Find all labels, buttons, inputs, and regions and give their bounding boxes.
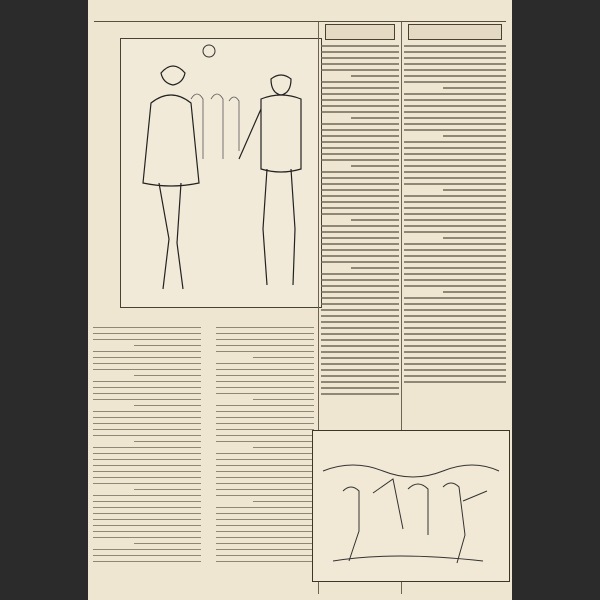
text-line bbox=[443, 135, 506, 137]
text-line bbox=[321, 129, 399, 131]
text-line bbox=[93, 363, 201, 365]
text-line bbox=[404, 177, 506, 179]
text-line bbox=[216, 507, 314, 509]
text-line bbox=[93, 519, 201, 521]
text-line bbox=[93, 429, 201, 431]
article-column bbox=[93, 322, 201, 594]
text-line bbox=[321, 183, 399, 185]
text-line bbox=[93, 447, 201, 449]
text-line bbox=[404, 231, 506, 233]
text-line bbox=[93, 525, 201, 527]
text-line bbox=[404, 351, 506, 353]
text-line bbox=[404, 375, 506, 377]
text-line bbox=[216, 555, 314, 557]
text-line bbox=[321, 99, 399, 101]
text-line bbox=[93, 501, 201, 503]
text-line bbox=[216, 495, 314, 497]
text-line bbox=[404, 45, 506, 47]
text-line bbox=[321, 333, 399, 335]
text-line bbox=[216, 477, 314, 479]
text-line bbox=[351, 219, 399, 221]
text-line bbox=[216, 471, 314, 473]
text-line bbox=[134, 489, 201, 491]
cartoon-illustration bbox=[120, 38, 322, 308]
text-line bbox=[443, 237, 506, 239]
text-line bbox=[134, 441, 201, 443]
text-line bbox=[321, 339, 399, 341]
text-line bbox=[321, 135, 399, 137]
text-line bbox=[443, 291, 506, 293]
text-line bbox=[404, 279, 506, 281]
text-line bbox=[216, 345, 314, 347]
section-heading-box bbox=[408, 24, 502, 40]
newspaper-page bbox=[88, 0, 512, 600]
text-line bbox=[404, 339, 506, 341]
text-line bbox=[93, 477, 201, 479]
text-line bbox=[321, 261, 399, 263]
text-line bbox=[93, 561, 201, 563]
text-line bbox=[321, 345, 399, 347]
text-line bbox=[253, 447, 314, 449]
text-line bbox=[321, 51, 399, 53]
text-line bbox=[321, 225, 399, 227]
text-line bbox=[216, 411, 314, 413]
text-line bbox=[216, 369, 314, 371]
text-line bbox=[216, 435, 314, 437]
text-line bbox=[216, 549, 314, 551]
text-line bbox=[321, 231, 399, 233]
text-line bbox=[93, 369, 201, 371]
text-line bbox=[216, 489, 314, 491]
text-line bbox=[93, 417, 201, 419]
text-line bbox=[321, 273, 399, 275]
text-line bbox=[216, 513, 314, 515]
text-line bbox=[321, 279, 399, 281]
text-line bbox=[404, 369, 506, 371]
text-line bbox=[404, 261, 506, 263]
text-line bbox=[93, 453, 201, 455]
text-line bbox=[321, 153, 399, 155]
article-column bbox=[216, 322, 314, 594]
text-line bbox=[216, 387, 314, 389]
text-line bbox=[216, 333, 314, 335]
text-line bbox=[93, 423, 201, 425]
text-line bbox=[93, 483, 201, 485]
text-line bbox=[93, 411, 201, 413]
text-line bbox=[404, 249, 506, 251]
text-line bbox=[93, 531, 201, 533]
text-line bbox=[404, 207, 506, 209]
text-line bbox=[216, 465, 314, 467]
text-line bbox=[93, 459, 201, 461]
text-line bbox=[93, 495, 201, 497]
text-line bbox=[216, 375, 314, 377]
text-line bbox=[216, 441, 314, 443]
text-line bbox=[321, 351, 399, 353]
section-heading-box bbox=[325, 24, 395, 40]
text-line bbox=[321, 195, 399, 197]
text-line bbox=[404, 141, 506, 143]
text-line bbox=[216, 351, 314, 353]
text-line bbox=[216, 393, 314, 395]
boxed-illustration bbox=[312, 430, 510, 582]
text-line bbox=[321, 327, 399, 329]
text-line bbox=[404, 159, 506, 161]
text-line bbox=[321, 243, 399, 245]
text-line bbox=[321, 123, 399, 125]
text-line bbox=[404, 243, 506, 245]
text-line bbox=[404, 105, 506, 107]
text-line bbox=[216, 339, 314, 341]
text-line bbox=[93, 351, 201, 353]
text-line bbox=[134, 405, 201, 407]
text-line bbox=[321, 57, 399, 59]
text-line bbox=[321, 321, 399, 323]
text-line bbox=[404, 153, 506, 155]
text-line bbox=[321, 357, 399, 359]
text-line bbox=[216, 519, 314, 521]
text-line bbox=[216, 561, 314, 563]
text-line bbox=[404, 273, 506, 275]
text-line bbox=[404, 129, 506, 131]
text-line bbox=[216, 327, 314, 329]
text-line bbox=[404, 381, 506, 383]
text-line bbox=[404, 75, 506, 77]
text-line bbox=[216, 453, 314, 455]
text-line bbox=[321, 369, 399, 371]
text-line bbox=[404, 267, 506, 269]
text-line bbox=[404, 147, 506, 149]
text-line bbox=[404, 171, 506, 173]
text-line bbox=[321, 315, 399, 317]
text-line bbox=[134, 375, 201, 377]
text-line bbox=[404, 345, 506, 347]
cartoon-drawing bbox=[121, 39, 321, 307]
text-line bbox=[93, 513, 201, 515]
text-line bbox=[93, 465, 201, 467]
text-line bbox=[404, 57, 506, 59]
text-line bbox=[253, 399, 314, 401]
text-line bbox=[321, 213, 399, 215]
text-line bbox=[93, 387, 201, 389]
text-line bbox=[93, 393, 201, 395]
text-line bbox=[321, 141, 399, 143]
text-line bbox=[404, 195, 506, 197]
text-line bbox=[216, 381, 314, 383]
text-line bbox=[351, 75, 399, 77]
text-line bbox=[93, 357, 201, 359]
text-line bbox=[321, 207, 399, 209]
text-line bbox=[321, 393, 399, 395]
text-line bbox=[404, 51, 506, 53]
text-line bbox=[321, 81, 399, 83]
text-line bbox=[93, 381, 201, 383]
text-line bbox=[321, 93, 399, 95]
text-line bbox=[443, 87, 506, 89]
text-line bbox=[93, 435, 201, 437]
text-line bbox=[216, 543, 314, 545]
text-line bbox=[404, 81, 506, 83]
text-line bbox=[321, 309, 399, 311]
text-line bbox=[404, 357, 506, 359]
text-line bbox=[134, 345, 201, 347]
text-line bbox=[321, 297, 399, 299]
masthead bbox=[94, 6, 506, 18]
text-line bbox=[443, 189, 506, 191]
text-line bbox=[321, 255, 399, 257]
text-line bbox=[93, 507, 201, 509]
text-line bbox=[404, 99, 506, 101]
text-line bbox=[321, 249, 399, 251]
text-line bbox=[216, 459, 314, 461]
text-line bbox=[404, 327, 506, 329]
text-line bbox=[404, 213, 506, 215]
text-line bbox=[321, 189, 399, 191]
text-line bbox=[93, 327, 201, 329]
text-line bbox=[404, 285, 506, 287]
text-line bbox=[216, 423, 314, 425]
illustration-drawing bbox=[313, 431, 509, 581]
text-line bbox=[321, 237, 399, 239]
text-line bbox=[404, 315, 506, 317]
text-line bbox=[321, 69, 399, 71]
text-line bbox=[351, 117, 399, 119]
article-column bbox=[321, 22, 399, 422]
text-line bbox=[321, 387, 399, 389]
text-line bbox=[321, 105, 399, 107]
text-line bbox=[404, 225, 506, 227]
text-line bbox=[216, 531, 314, 533]
text-line bbox=[321, 285, 399, 287]
text-line bbox=[404, 165, 506, 167]
text-line bbox=[404, 201, 506, 203]
text-line bbox=[404, 123, 506, 125]
text-line bbox=[404, 117, 506, 119]
text-line bbox=[404, 363, 506, 365]
text-line bbox=[404, 321, 506, 323]
text-line bbox=[404, 297, 506, 299]
text-line bbox=[321, 159, 399, 161]
text-line bbox=[404, 63, 506, 65]
text-line bbox=[253, 501, 314, 503]
text-line bbox=[321, 147, 399, 149]
text-line bbox=[404, 93, 506, 95]
text-line bbox=[321, 171, 399, 173]
text-line bbox=[216, 429, 314, 431]
text-line bbox=[134, 543, 201, 545]
text-line bbox=[216, 417, 314, 419]
text-line bbox=[321, 381, 399, 383]
text-line bbox=[321, 63, 399, 65]
text-line bbox=[253, 357, 314, 359]
article-column bbox=[404, 22, 506, 412]
text-line bbox=[216, 525, 314, 527]
text-line bbox=[321, 291, 399, 293]
text-line bbox=[93, 471, 201, 473]
text-line bbox=[93, 555, 201, 557]
text-line bbox=[216, 483, 314, 485]
text-line bbox=[404, 219, 506, 221]
text-line bbox=[404, 255, 506, 257]
text-line bbox=[93, 399, 201, 401]
text-line bbox=[93, 339, 201, 341]
text-line bbox=[404, 183, 506, 185]
text-line bbox=[321, 177, 399, 179]
text-line bbox=[404, 309, 506, 311]
text-line bbox=[321, 111, 399, 113]
text-line bbox=[321, 201, 399, 203]
text-line bbox=[93, 333, 201, 335]
text-line bbox=[216, 405, 314, 407]
text-line bbox=[404, 69, 506, 71]
text-line bbox=[351, 165, 399, 167]
text-line bbox=[216, 363, 314, 365]
text-line bbox=[404, 111, 506, 113]
text-line bbox=[321, 87, 399, 89]
text-line bbox=[93, 549, 201, 551]
text-line bbox=[321, 375, 399, 377]
text-line bbox=[93, 537, 201, 539]
text-line bbox=[321, 45, 399, 47]
text-line bbox=[321, 303, 399, 305]
text-line bbox=[404, 303, 506, 305]
text-line bbox=[216, 537, 314, 539]
text-line bbox=[351, 267, 399, 269]
text-line bbox=[321, 363, 399, 365]
text-line bbox=[404, 333, 506, 335]
